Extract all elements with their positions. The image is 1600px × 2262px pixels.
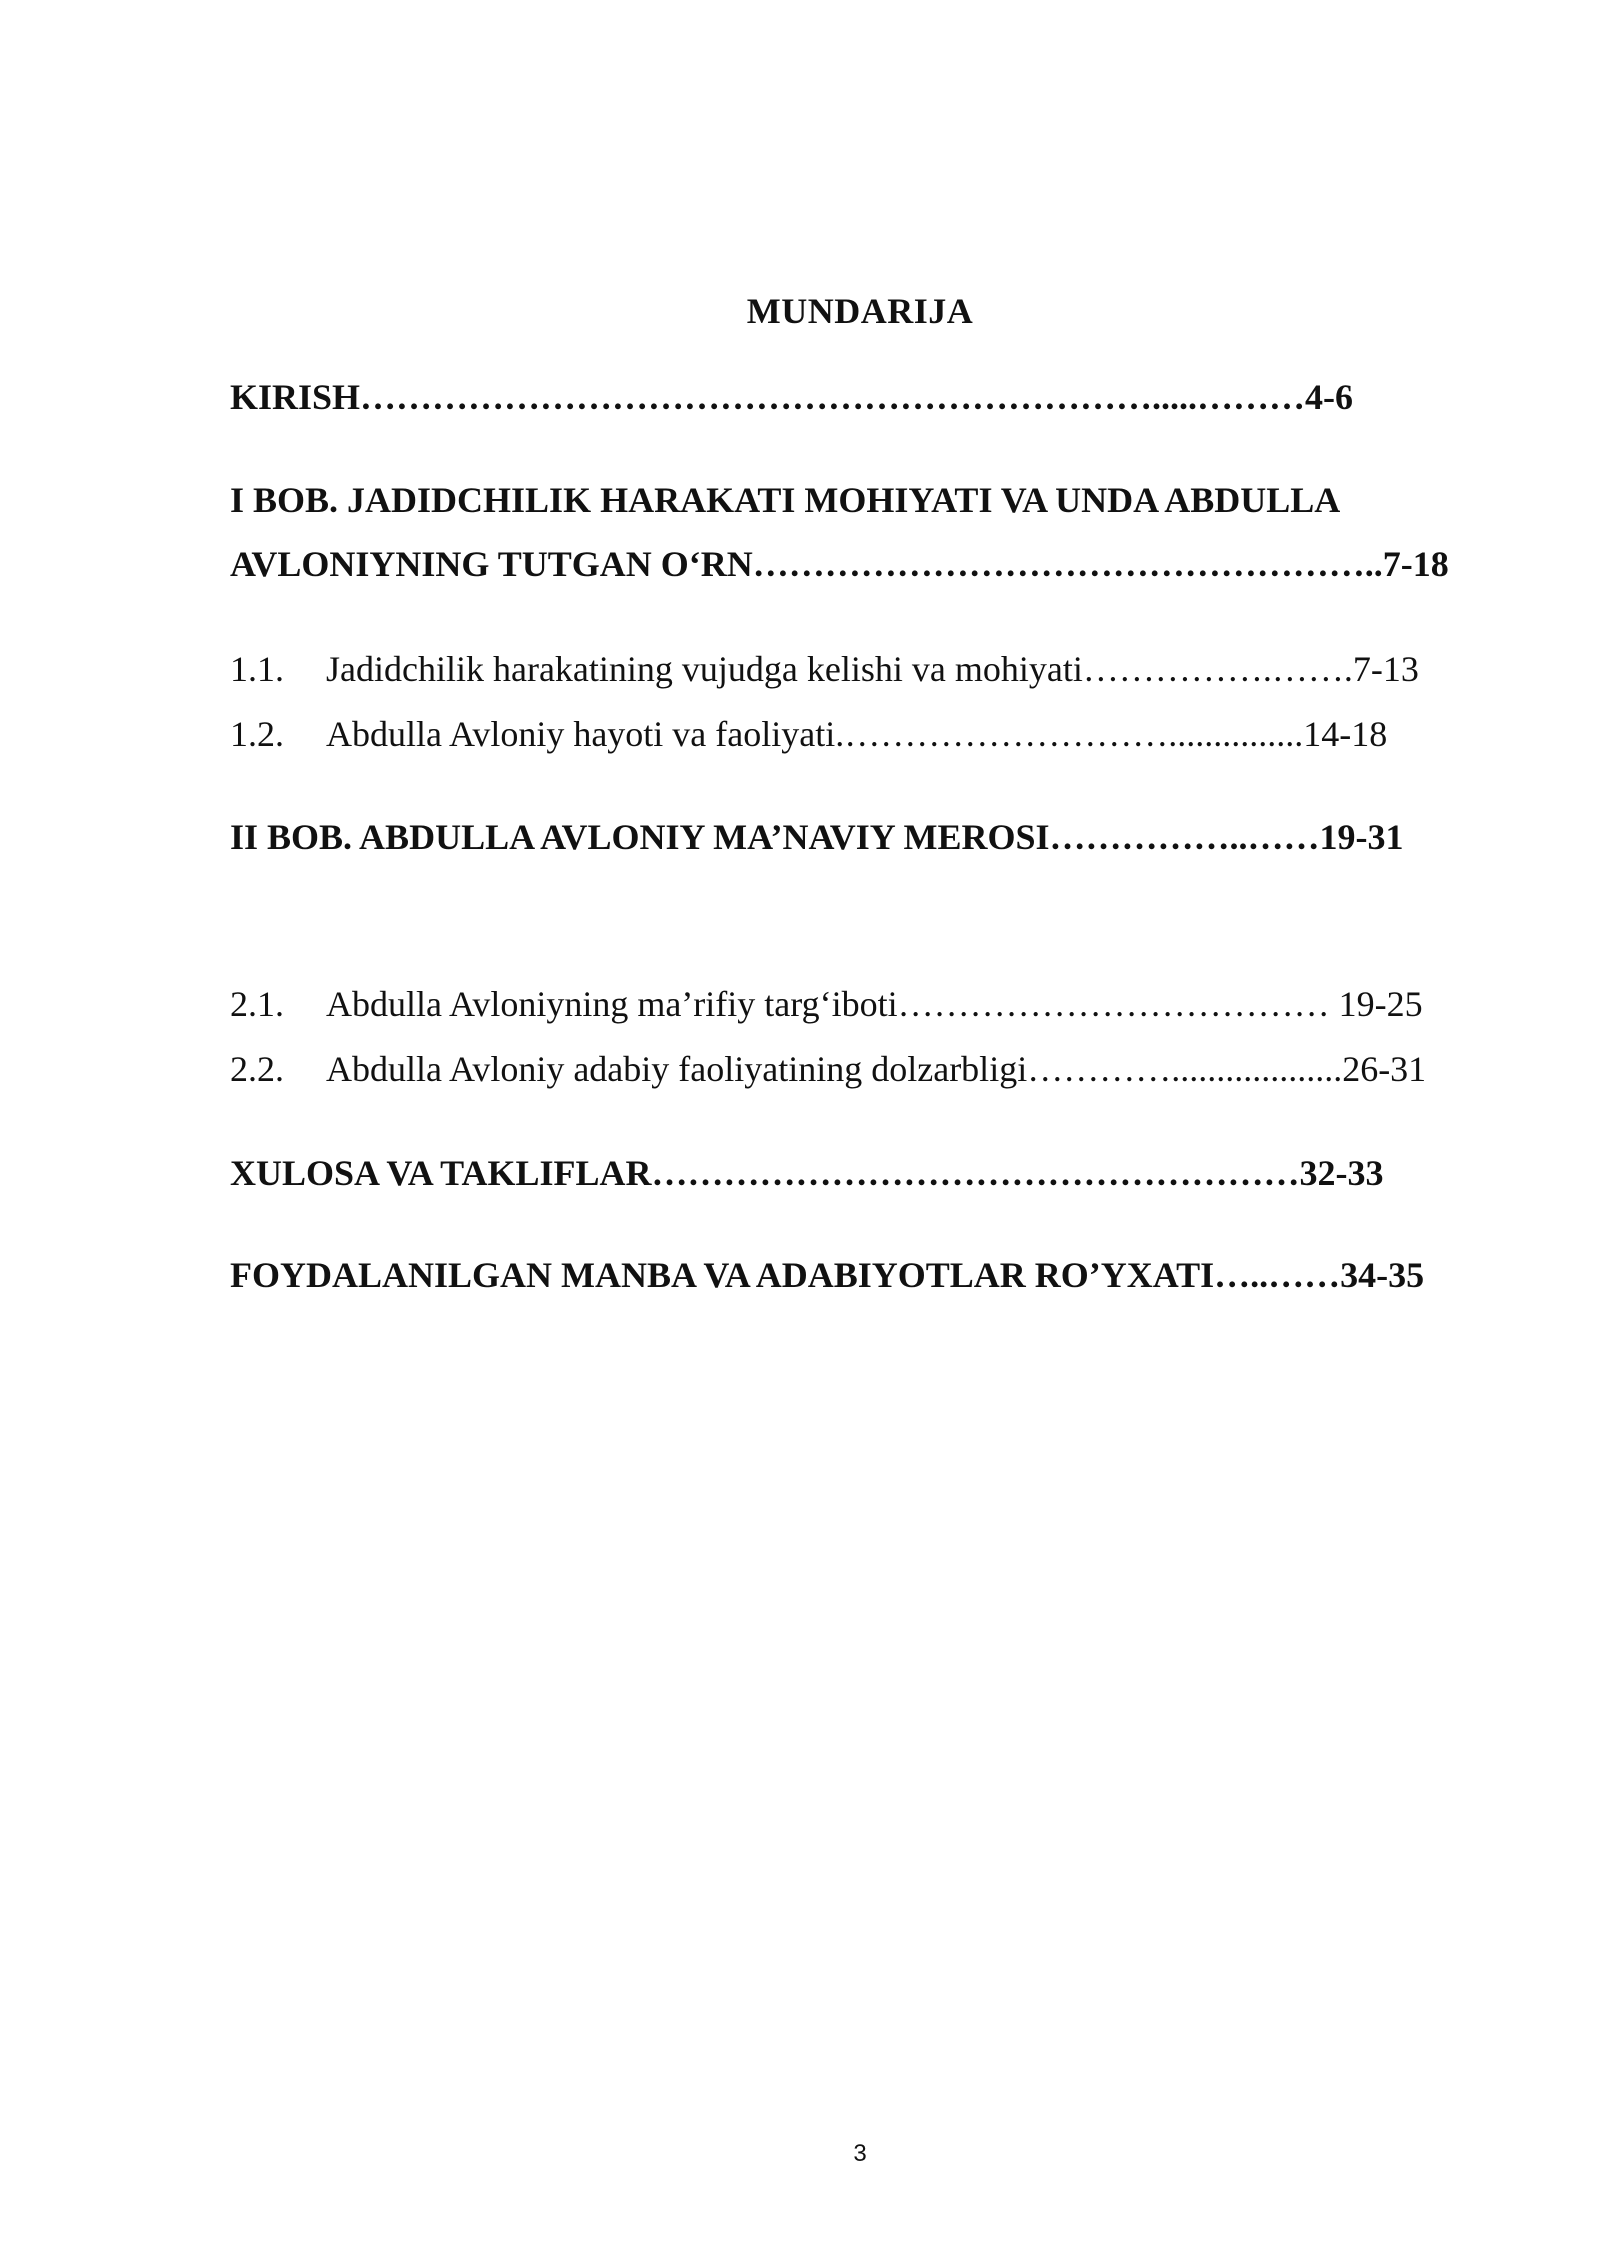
toc-entry-kirish: KIRISH………………………………………………………….....………4-6 bbox=[230, 377, 1354, 417]
toc-entry-text: Abdulla Avloniy hayoti va faoliyati.………………………...............14-18 bbox=[326, 714, 1388, 754]
toc-entry-text: Abdulla Avloniy adabiy faoliyatining dolzarbligi…………...................26-31 bbox=[326, 1049, 1427, 1089]
page-number: 3 bbox=[853, 2140, 867, 2167]
toc-entry-2-2 bbox=[230, 1051, 1426, 1087]
toc-entry-adabiyotlar: FOYDALANILGAN MANBA VA ADABIYOTLAR RO’YXATI…..……34-35 bbox=[230, 1255, 1425, 1295]
toc-entry-1-2 bbox=[230, 716, 1387, 752]
toc-entry-xulosa: XULOSA VA TAKLIFLAR………………………………………………32-33 bbox=[230, 1153, 1384, 1193]
toc-entry-2-1 bbox=[230, 986, 1423, 1022]
toc-entry-number: 2.1. bbox=[230, 984, 284, 1024]
toc-entry-text: Abdulla Avloniyning ma’rifiy targ‘iboti……………………………… 19-25 bbox=[326, 984, 1423, 1024]
toc-entry-text: Jadidchilik harakatining vujudga kelishi va mohiyati…………….…….7-13 bbox=[326, 649, 1419, 689]
toc-entry-number: 1.2. bbox=[230, 714, 284, 754]
toc-entry-number: 2.2. bbox=[230, 1049, 284, 1089]
toc-entry-chapter-1-line-1: I BOB. JADIDCHILIK HARAKATI MOHIYATI VA UNDA ABDULLA bbox=[230, 480, 1341, 520]
toc-entry-1-1 bbox=[230, 651, 1419, 687]
toc-entry-chapter-1-line-2: AVLONIYNING TUTGAN O‘RN……………………………………………..7-18 bbox=[230, 544, 1449, 584]
toc-entry-number: 1.1. bbox=[230, 649, 284, 689]
toc-title: MUNDARIJA bbox=[746, 291, 974, 331]
toc-entry-chapter-2: II BOB. ABDULLA AVLONIY MA’NAVIY MEROSI……………..……19-31 bbox=[230, 817, 1404, 857]
